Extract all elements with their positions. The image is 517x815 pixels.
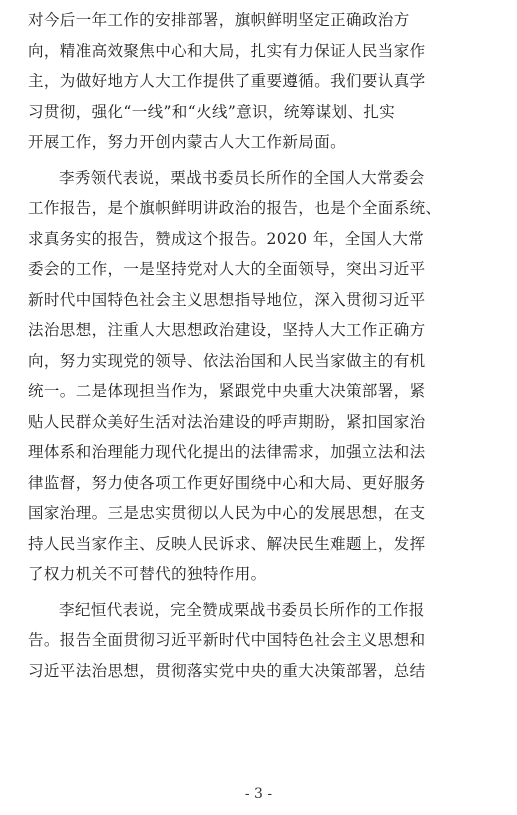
text-line: 主，为做好地方人大工作提供了重要遵循。我们要认真学 bbox=[28, 72, 426, 90]
body-text bbox=[28, 5, 498, 686]
text-line: 新时代中国特色社会主义思想指导地位，深入贯彻习近平 bbox=[28, 290, 426, 309]
text-line: 贴人民群众美好生活对法治建设的呼声期盼，紧扣国家治 bbox=[28, 412, 426, 431]
text-line: 向，精准高效聚焦中心和大局，扎实有力保证人民当家作 bbox=[28, 41, 426, 60]
text-line: 法治思想，注重人大思想政治建设，坚持人大工作正确方 bbox=[28, 321, 426, 339]
paragraph-first-line: 李纪恒代表说，完全赞成栗战书委员长所作的工作报 bbox=[59, 600, 425, 619]
text-line: 习近平法治思想，贯彻落实党中央的重大决策部署，总结 bbox=[28, 661, 426, 680]
text-line: 委会的工作，一是坚持党对人大的全面领导，突出习近平 bbox=[28, 260, 426, 278]
text-line: 律监督，努力使各项工作更好围绕中心和大局、更好服务 bbox=[28, 473, 426, 492]
text-line: 理体系和治理能力现代化提出的法律需求，加强立法和法 bbox=[28, 443, 426, 461]
text-line: 国家治理。三是忠实贯彻以人民为中心的发展思想，在支 bbox=[28, 504, 426, 522]
text-line: 统一。二是体现担当作为，紧跟党中央重大决策部署，紧 bbox=[28, 382, 426, 400]
text-line: 习贯彻，强化“一线”和“火线”意识，统筹谋划、扎实 bbox=[28, 102, 396, 121]
paragraph-first-line: 李秀领代表说，栗战书委员长所作的全国人大常委会 bbox=[59, 168, 425, 187]
text-line: 求真务实的报告，赞成这个报告。2020 年，全国人大常 bbox=[28, 229, 425, 248]
text-line: 持人民当家作主、反映人民诉求、解决民生难题上，发挥 bbox=[28, 534, 426, 553]
page-number: - 3 - bbox=[244, 786, 273, 802]
text-line: 工作报告，是个旗帜鲜明讲政治的报告，也是个全面系统、 bbox=[28, 199, 442, 217]
text-line: 开展工作，努力开创内蒙古人大工作新局面。 bbox=[28, 133, 347, 151]
text-line: 了权力机关不可替代的独特作用。 bbox=[28, 565, 267, 583]
text-line: 向，努力实现党的领导、依法治国和人民当家做主的有机 bbox=[28, 351, 426, 370]
text-line: 对今后一年工作的安排部署，旗帜鲜明坚定正确政治方 bbox=[28, 11, 410, 29]
text-line: 告。报告全面贯彻习近平新时代中国特色社会主义思想和 bbox=[28, 631, 426, 649]
